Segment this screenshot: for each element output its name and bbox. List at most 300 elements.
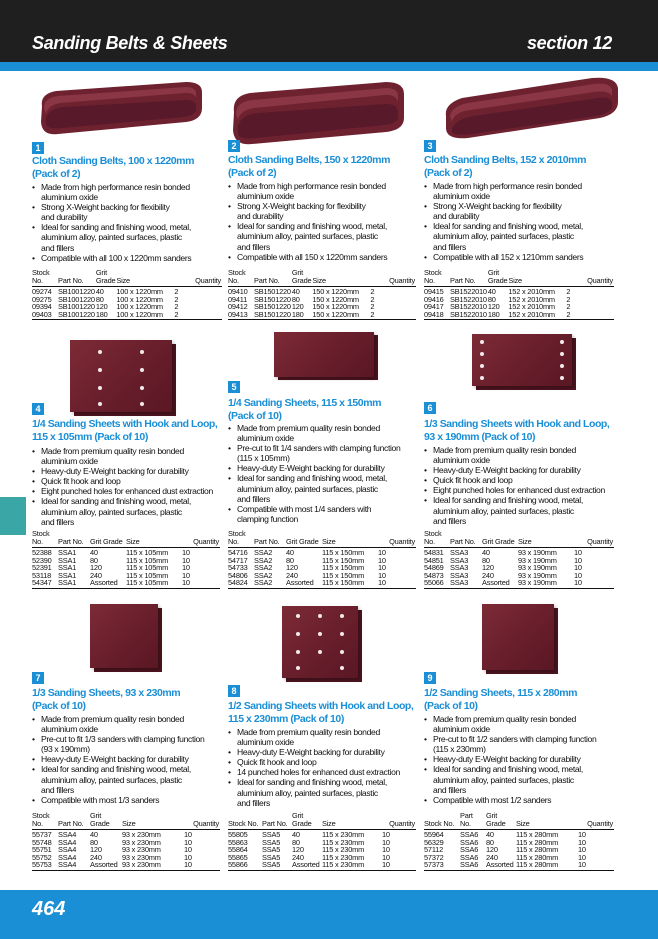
spec-table-9 bbox=[424, 812, 614, 871]
table-cell: 152 x 2010mm bbox=[508, 287, 555, 296]
table-cell: 120 bbox=[90, 563, 102, 573]
table-cell: 120 bbox=[487, 302, 500, 312]
table-cell: 09418 bbox=[424, 311, 450, 320]
table-cell: 2 bbox=[174, 294, 179, 304]
table-cell: SSA4 bbox=[58, 830, 77, 839]
table-cell: 115 x 230mm bbox=[322, 830, 365, 839]
feature-item bbox=[228, 443, 438, 463]
table-cell: 10 bbox=[574, 579, 614, 588]
text-line: • Strong X-Weight backing for flexibility bbox=[237, 201, 366, 212]
text-line: aluminium alloy, painted surfaces, plastic bbox=[433, 505, 574, 516]
spec-table-5 bbox=[228, 530, 416, 589]
table-cell: SSA2 bbox=[254, 555, 273, 565]
spec-table-4 bbox=[32, 530, 220, 589]
table-cell: 10 bbox=[378, 548, 386, 557]
text-line: • Eight punched holes for enhanced dust extraction bbox=[41, 486, 213, 497]
text-line: • Heavy-duty E-Weight backing for durability bbox=[41, 754, 189, 765]
spec-table-3 bbox=[424, 269, 614, 320]
table-cell: SB1501220 bbox=[254, 294, 291, 304]
text-line: • Heavy-duty E-Weight backing for durability bbox=[237, 463, 385, 474]
table-cell: 55753 bbox=[32, 861, 58, 870]
text-line: • Compatible with all 150 x 1220mm sanders bbox=[237, 251, 388, 262]
table-cell: 54869 bbox=[424, 563, 444, 573]
table-cell: 115 x 280mm bbox=[516, 830, 559, 839]
table-cell: SSA1 bbox=[58, 570, 77, 580]
table-header-cell: Part No. bbox=[254, 530, 286, 548]
table-cell: 152 x 2010mm bbox=[508, 302, 555, 312]
text-line: and fillers bbox=[237, 241, 270, 252]
table-cell: 10 bbox=[382, 861, 416, 870]
text-line: • Heavy-duty E-Weight backing for durability bbox=[41, 466, 189, 477]
spec-table-8 bbox=[228, 812, 416, 871]
table-cell: 52390 bbox=[32, 555, 52, 565]
table-header-cell: Grit Grade bbox=[90, 812, 122, 830]
product-title-2 bbox=[228, 154, 443, 179]
product-title-4 bbox=[32, 418, 247, 443]
table-header-cell: Size bbox=[322, 530, 378, 548]
table-cell: 2 bbox=[566, 311, 614, 320]
table-cell: 93 x 190mm bbox=[518, 548, 557, 557]
table-cell: 120 bbox=[482, 563, 494, 573]
feature-item bbox=[32, 795, 242, 805]
text-line: aluminium oxide bbox=[41, 724, 98, 735]
feature-item bbox=[228, 181, 438, 201]
table-cell: SSA1 bbox=[58, 563, 77, 573]
table-header-cell: Quantity bbox=[184, 812, 220, 830]
table-header-cell: Stock No. bbox=[228, 269, 254, 287]
product-badge-7: 7 bbox=[32, 672, 44, 684]
table-cell: SSA6 bbox=[460, 845, 479, 855]
feature-item bbox=[32, 182, 242, 202]
table-header-cell: Quantity bbox=[370, 269, 416, 287]
feature-item bbox=[32, 466, 242, 476]
feature-item bbox=[424, 475, 634, 485]
feature-item bbox=[228, 221, 438, 251]
feature-item bbox=[228, 747, 438, 757]
table-cell: 09412 bbox=[228, 302, 248, 312]
table-header-cell: Part No. bbox=[262, 812, 292, 830]
table-cell: 120 bbox=[292, 845, 304, 855]
table-cell: SSA6 bbox=[460, 852, 479, 862]
text-line: • Compatible with all 100 x 1220mm sanders bbox=[41, 252, 192, 263]
text-line: aluminium oxide bbox=[237, 737, 294, 748]
table-cell: 93 x 230mm bbox=[122, 852, 161, 862]
table-cell: 09411 bbox=[228, 294, 248, 304]
text-line: • Made from high performance resin bonded bbox=[433, 181, 582, 191]
product-features-2 bbox=[228, 181, 438, 262]
table-cell: 54716 bbox=[228, 548, 248, 557]
text-line: aluminium alloy, painted surfaces, plastic bbox=[237, 483, 378, 494]
product-image-4 bbox=[70, 340, 176, 416]
table-cell: 57112 bbox=[424, 845, 444, 855]
feature-item bbox=[424, 201, 634, 221]
table-cell: 180 bbox=[96, 311, 117, 320]
feature-item bbox=[228, 201, 438, 221]
table-cell: 09403 bbox=[32, 311, 58, 320]
table-cell: 10 bbox=[182, 579, 220, 588]
feature-item bbox=[424, 795, 634, 805]
text-line: • Pre-cut to fit 1/3 sanders with clamping function bbox=[41, 734, 205, 745]
text-line: • 14 punched holes for enhanced dust extraction bbox=[237, 767, 400, 778]
table-cell: 55866 bbox=[228, 861, 262, 870]
text-line: aluminium oxide bbox=[41, 456, 98, 467]
table-cell: SB1522010 bbox=[450, 309, 487, 319]
table-row bbox=[228, 861, 416, 870]
product-image-6 bbox=[472, 334, 576, 390]
table-row bbox=[424, 269, 614, 287]
table-cell: 10 bbox=[382, 845, 390, 855]
feature-item bbox=[32, 764, 242, 794]
table-cell: SB1501220 bbox=[254, 309, 291, 319]
text-line: 1/4 Sanding Sheets with Hook and Loop, bbox=[32, 418, 218, 430]
table-cell: 120 bbox=[90, 845, 102, 855]
table-cell: 09416 bbox=[424, 294, 444, 304]
product-title-7 bbox=[32, 687, 247, 712]
table-cell: 09274 bbox=[32, 287, 52, 296]
table-cell: 09394 bbox=[32, 302, 52, 312]
text-line: • Made from premium quality resin bonded bbox=[237, 423, 380, 433]
table-cell: 150 x 1220mm bbox=[312, 294, 359, 304]
feature-item bbox=[424, 754, 634, 764]
table-cell: SSA3 bbox=[450, 579, 482, 588]
text-line: aluminium alloy, painted surfaces, plastic bbox=[433, 774, 574, 785]
table-cell: SSA3 bbox=[450, 563, 469, 573]
text-line: • Made from premium quality resin bonded bbox=[41, 714, 184, 724]
product-badge-8: 8 bbox=[228, 685, 240, 697]
table-cell: 80 bbox=[291, 294, 300, 304]
table-cell: 10 bbox=[382, 837, 390, 847]
text-line: • Compatible with most 1/3 sanders bbox=[41, 794, 160, 805]
table-cell: 10 bbox=[578, 861, 614, 870]
table-cell: 10 bbox=[184, 861, 220, 870]
table-cell: Assorted bbox=[286, 579, 322, 588]
feature-item bbox=[228, 777, 438, 807]
table-cell: SB1522010 bbox=[450, 302, 487, 312]
text-line: and fillers bbox=[237, 797, 270, 808]
table-header-cell: Grit Grade bbox=[90, 530, 126, 548]
table-cell: 80 bbox=[286, 555, 294, 565]
text-line: • Made from premium quality resin bonded bbox=[41, 446, 184, 456]
table-cell: SSA2 bbox=[254, 570, 273, 580]
table-cell: 10 bbox=[182, 563, 190, 573]
table-cell: 10 bbox=[182, 570, 190, 580]
table-cell: 52388 bbox=[32, 548, 52, 557]
table-cell: SB1001220 bbox=[58, 294, 95, 304]
table-cell: 2 bbox=[566, 302, 571, 312]
feature-item bbox=[32, 714, 242, 734]
table-cell: 115 x 150mm bbox=[322, 548, 365, 557]
text-line: 1/2 Sanding Sheets with Hook and Loop, bbox=[228, 700, 414, 712]
table-cell: 115 x 105mm bbox=[126, 570, 169, 580]
text-line: 1/3 Sanding Sheets, 93 x 230mm bbox=[32, 687, 181, 699]
feature-item bbox=[228, 252, 438, 262]
table-cell: 2 bbox=[174, 287, 179, 296]
table-header-cell: Quantity bbox=[566, 269, 614, 287]
table-cell: 2 bbox=[174, 311, 222, 320]
table-cell: 10 bbox=[382, 830, 390, 839]
text-line: • Made from premium quality resin bonded bbox=[433, 714, 576, 724]
table-cell: SB1001220 bbox=[58, 287, 95, 296]
table-cell: 93 x 230mm bbox=[122, 837, 161, 847]
product-title-9 bbox=[424, 687, 639, 712]
table-cell: SSA2 bbox=[254, 563, 273, 573]
table-header-cell: Quantity bbox=[578, 812, 614, 830]
table-row bbox=[32, 530, 220, 548]
product-image-3 bbox=[442, 76, 622, 142]
table-row bbox=[32, 861, 220, 870]
table-cell: 80 bbox=[95, 294, 104, 304]
text-line: aluminium alloy, painted surfaces, plastic bbox=[41, 506, 182, 517]
table-cell: 180 bbox=[292, 311, 313, 320]
text-line: (Pack of 10) bbox=[32, 699, 86, 712]
table-header-cell: Grit Grade bbox=[486, 812, 516, 830]
text-line: and fillers bbox=[41, 516, 74, 527]
table-header-cell: Size bbox=[312, 269, 370, 287]
table-header-cell: Stock No. bbox=[424, 530, 450, 548]
table-cell: 40 bbox=[90, 548, 98, 557]
table-row bbox=[228, 311, 416, 320]
table-cell: 09417 bbox=[424, 302, 444, 312]
feature-item bbox=[228, 423, 438, 443]
table-cell: 115 x 150mm bbox=[322, 570, 365, 580]
product-features-1 bbox=[32, 182, 242, 263]
text-line: aluminium oxide bbox=[237, 433, 294, 444]
feature-item bbox=[32, 202, 242, 222]
table-cell: 10 bbox=[574, 570, 582, 580]
table-cell: 115 x 230mm bbox=[322, 861, 382, 870]
feature-item bbox=[424, 445, 634, 465]
text-line: 93 x 190mm (Pack of 10) bbox=[424, 430, 536, 443]
table-cell: Assorted bbox=[90, 861, 122, 870]
table-cell: 54717 bbox=[228, 555, 248, 565]
table-cell: 10 bbox=[184, 830, 192, 839]
text-line: (Pack of 10) bbox=[228, 409, 282, 422]
table-row bbox=[228, 812, 416, 830]
feature-item bbox=[424, 465, 634, 475]
text-line: • Strong X-Weight backing for flexibility bbox=[41, 202, 170, 213]
text-line: • Compatible with all 152 x 1210mm sanders bbox=[433, 251, 584, 262]
page-footer bbox=[0, 890, 658, 939]
text-line: • Quick fit hook and loop bbox=[433, 475, 513, 486]
table-cell: 80 bbox=[487, 294, 496, 304]
text-line: • Heavy-duty E-Weight backing for durability bbox=[433, 465, 581, 476]
text-line: • Strong X-Weight backing for flexibility bbox=[433, 201, 562, 212]
table-cell: 55751 bbox=[32, 845, 52, 855]
table-cell: 150 x 1220mm bbox=[312, 287, 359, 296]
table-header-cell: Quantity bbox=[574, 530, 614, 548]
table-cell: 115 x 150mm bbox=[322, 555, 365, 565]
feature-item bbox=[424, 252, 634, 262]
table-header-cell: Part No. bbox=[58, 269, 96, 287]
text-line: • Made from high performance resin bonded bbox=[41, 182, 190, 192]
table-cell: 100 x 1220mm bbox=[116, 311, 174, 320]
text-line: (Pack of 10) bbox=[424, 699, 478, 712]
product-title-8 bbox=[228, 700, 443, 725]
page-title: Sanding Belts & Sheets bbox=[32, 33, 228, 53]
table-cell: 240 bbox=[482, 570, 494, 580]
table-header-cell: Stock No. bbox=[228, 812, 262, 830]
product-image-2 bbox=[228, 78, 408, 150]
table-cell: SSA4 bbox=[58, 861, 90, 870]
table-cell: 115 x 280mm bbox=[516, 837, 559, 847]
text-line: • Ideal for sanding and finishing wood, metal, bbox=[433, 764, 583, 775]
table-cell: 240 bbox=[292, 852, 304, 862]
table-header-cell: Stock No. bbox=[424, 812, 460, 830]
table-cell: 09275 bbox=[32, 294, 52, 304]
text-line: • Eight punched holes for enhanced dust extraction bbox=[433, 485, 605, 496]
product-features-3 bbox=[424, 181, 634, 262]
product-image-9 bbox=[482, 604, 558, 674]
table-cell: 55066 bbox=[424, 579, 450, 588]
table-cell: 2 bbox=[370, 287, 375, 296]
section-label: section 12 bbox=[526, 33, 612, 53]
table-cell: 100 x 1220mm bbox=[116, 294, 163, 304]
table-cell: 240 bbox=[90, 570, 102, 580]
table-row bbox=[424, 861, 614, 870]
spec-table-7 bbox=[32, 812, 220, 871]
table-cell: 80 bbox=[486, 837, 494, 847]
table-cell: SSA4 bbox=[58, 852, 77, 862]
table-cell: 40 bbox=[487, 287, 496, 296]
table-cell: 10 bbox=[574, 555, 582, 565]
table-cell: 09413 bbox=[228, 311, 254, 320]
table-cell: 115 x 150mm bbox=[322, 563, 365, 573]
table-cell: 10 bbox=[578, 830, 586, 839]
text-line: aluminium oxide bbox=[433, 191, 490, 202]
table-cell: 10 bbox=[378, 570, 386, 580]
table-cell: 80 bbox=[90, 555, 98, 565]
table-cell: 53118 bbox=[32, 570, 52, 580]
feature-item bbox=[32, 486, 242, 496]
text-line: • Ideal for sanding and finishing wood, metal, bbox=[433, 495, 583, 506]
text-line: aluminium alloy, painted surfaces, plastic bbox=[433, 231, 574, 242]
table-cell: SB1001220 bbox=[58, 309, 95, 319]
text-line: • Made from premium quality resin bonded bbox=[433, 445, 576, 455]
text-line: • Ideal for sanding and finishing wood, metal, bbox=[41, 222, 191, 233]
table-cell: 100 x 1220mm bbox=[116, 287, 163, 296]
text-line: • Ideal for sanding and finishing wood, metal, bbox=[237, 777, 387, 788]
product-title-1 bbox=[32, 155, 247, 180]
product-features-6 bbox=[424, 445, 634, 526]
table-cell: SSA4 bbox=[58, 837, 77, 847]
table-cell: 80 bbox=[90, 837, 98, 847]
product-features-7 bbox=[32, 714, 242, 805]
table-header-cell: Grit Grade bbox=[482, 530, 518, 548]
table-row bbox=[228, 530, 416, 548]
text-line: (93 x 190mm) bbox=[41, 744, 90, 755]
text-line: 115 x 105mm (Pack of 10) bbox=[32, 430, 148, 443]
feature-item bbox=[424, 181, 634, 201]
page-number: 464 bbox=[32, 898, 66, 920]
text-line: • Ideal for sanding and finishing wood, metal, bbox=[433, 221, 583, 232]
text-line: aluminium alloy, painted surfaces, plastic bbox=[237, 231, 378, 242]
text-line: and durability bbox=[433, 211, 480, 222]
table-cell: 55737 bbox=[32, 830, 52, 839]
table-cell: 09410 bbox=[228, 287, 248, 296]
table-row bbox=[228, 579, 416, 588]
text-line: (Pack of 2) bbox=[424, 166, 473, 179]
product-features-4 bbox=[32, 446, 242, 527]
text-line: aluminium oxide bbox=[41, 192, 98, 203]
table-header-cell: Size bbox=[516, 812, 578, 830]
text-line: (Pack of 2) bbox=[228, 166, 277, 179]
table-row bbox=[424, 579, 614, 588]
table-cell: SSA1 bbox=[58, 579, 90, 588]
text-line: (115 x 105mm) bbox=[237, 453, 290, 464]
product-image-7 bbox=[90, 604, 162, 672]
table-cell: 120 bbox=[291, 302, 304, 312]
table-cell: 240 bbox=[90, 852, 102, 862]
product-features-9 bbox=[424, 714, 634, 805]
table-header-cell: Part No. bbox=[460, 812, 486, 830]
table-cell: 40 bbox=[291, 287, 300, 296]
table-header-cell: Part No. bbox=[58, 812, 90, 830]
feature-item bbox=[32, 476, 242, 486]
product-badge-9: 9 bbox=[424, 672, 436, 684]
feature-item bbox=[424, 485, 634, 495]
table-header-cell: Size bbox=[116, 269, 174, 287]
table-cell: 55805 bbox=[228, 830, 248, 839]
table-cell: SSA3 bbox=[450, 548, 469, 557]
table-cell: Assorted bbox=[486, 861, 516, 870]
table-header-cell: Grit Grade bbox=[95, 268, 116, 285]
table-cell: 152 x 2010mm bbox=[508, 294, 555, 304]
table-cell: 56329 bbox=[424, 837, 444, 847]
table-header-cell: Part No. bbox=[58, 530, 90, 548]
table-header-cell: Size bbox=[122, 812, 184, 830]
text-line: Cloth Sanding Belts, 100 x 1220mm bbox=[32, 155, 194, 167]
table-cell: 40 bbox=[95, 287, 104, 296]
text-line: • Pre-cut to fit 1/4 sanders with clamping function bbox=[237, 443, 401, 454]
product-image-8 bbox=[282, 606, 362, 682]
product-features-5 bbox=[228, 423, 438, 524]
table-cell: SB1522010 bbox=[450, 287, 487, 296]
table-cell: SB1501220 bbox=[254, 302, 291, 312]
table-cell: 10 bbox=[382, 852, 390, 862]
feature-item bbox=[32, 734, 242, 754]
table-cell: 93 x 230mm bbox=[122, 845, 161, 855]
table-row bbox=[32, 812, 220, 830]
table-header-cell: Grit Grade bbox=[292, 812, 322, 830]
text-line: Cloth Sanding Belts, 150 x 1220mm bbox=[228, 154, 390, 166]
text-line: and fillers bbox=[41, 784, 74, 795]
table-cell: 10 bbox=[378, 555, 386, 565]
text-line: • Ideal for sanding and finishing wood, metal, bbox=[237, 221, 387, 232]
product-badge-4: 4 bbox=[32, 403, 44, 415]
feature-item bbox=[424, 734, 634, 754]
table-cell: 2 bbox=[370, 302, 375, 312]
text-line: • Ideal for sanding and finishing wood, metal, bbox=[41, 496, 191, 507]
text-line: and fillers bbox=[433, 515, 466, 526]
table-row bbox=[32, 269, 222, 287]
table-cell: 57373 bbox=[424, 861, 460, 870]
text-line: aluminium alloy, painted surfaces, plastic bbox=[41, 232, 182, 243]
table-cell: 54873 bbox=[424, 570, 444, 580]
table-cell: 152 x 2010mm bbox=[508, 311, 566, 320]
product-image-5 bbox=[274, 332, 378, 380]
table-cell: SB1001220 bbox=[58, 302, 95, 312]
table-cell: 2 bbox=[174, 302, 179, 312]
table-cell: SSA6 bbox=[460, 837, 479, 847]
text-line: • Made from high performance resin bonded bbox=[237, 181, 386, 191]
product-image-1 bbox=[36, 78, 206, 140]
table-cell: 115 x 230mm bbox=[322, 845, 365, 855]
table-cell: 115 x 280mm bbox=[516, 861, 578, 870]
table-cell: SSA5 bbox=[262, 861, 292, 870]
text-line: aluminium alloy, painted surfaces, plastic bbox=[237, 787, 378, 798]
table-cell: 54806 bbox=[228, 570, 248, 580]
table-cell: 40 bbox=[286, 548, 294, 557]
